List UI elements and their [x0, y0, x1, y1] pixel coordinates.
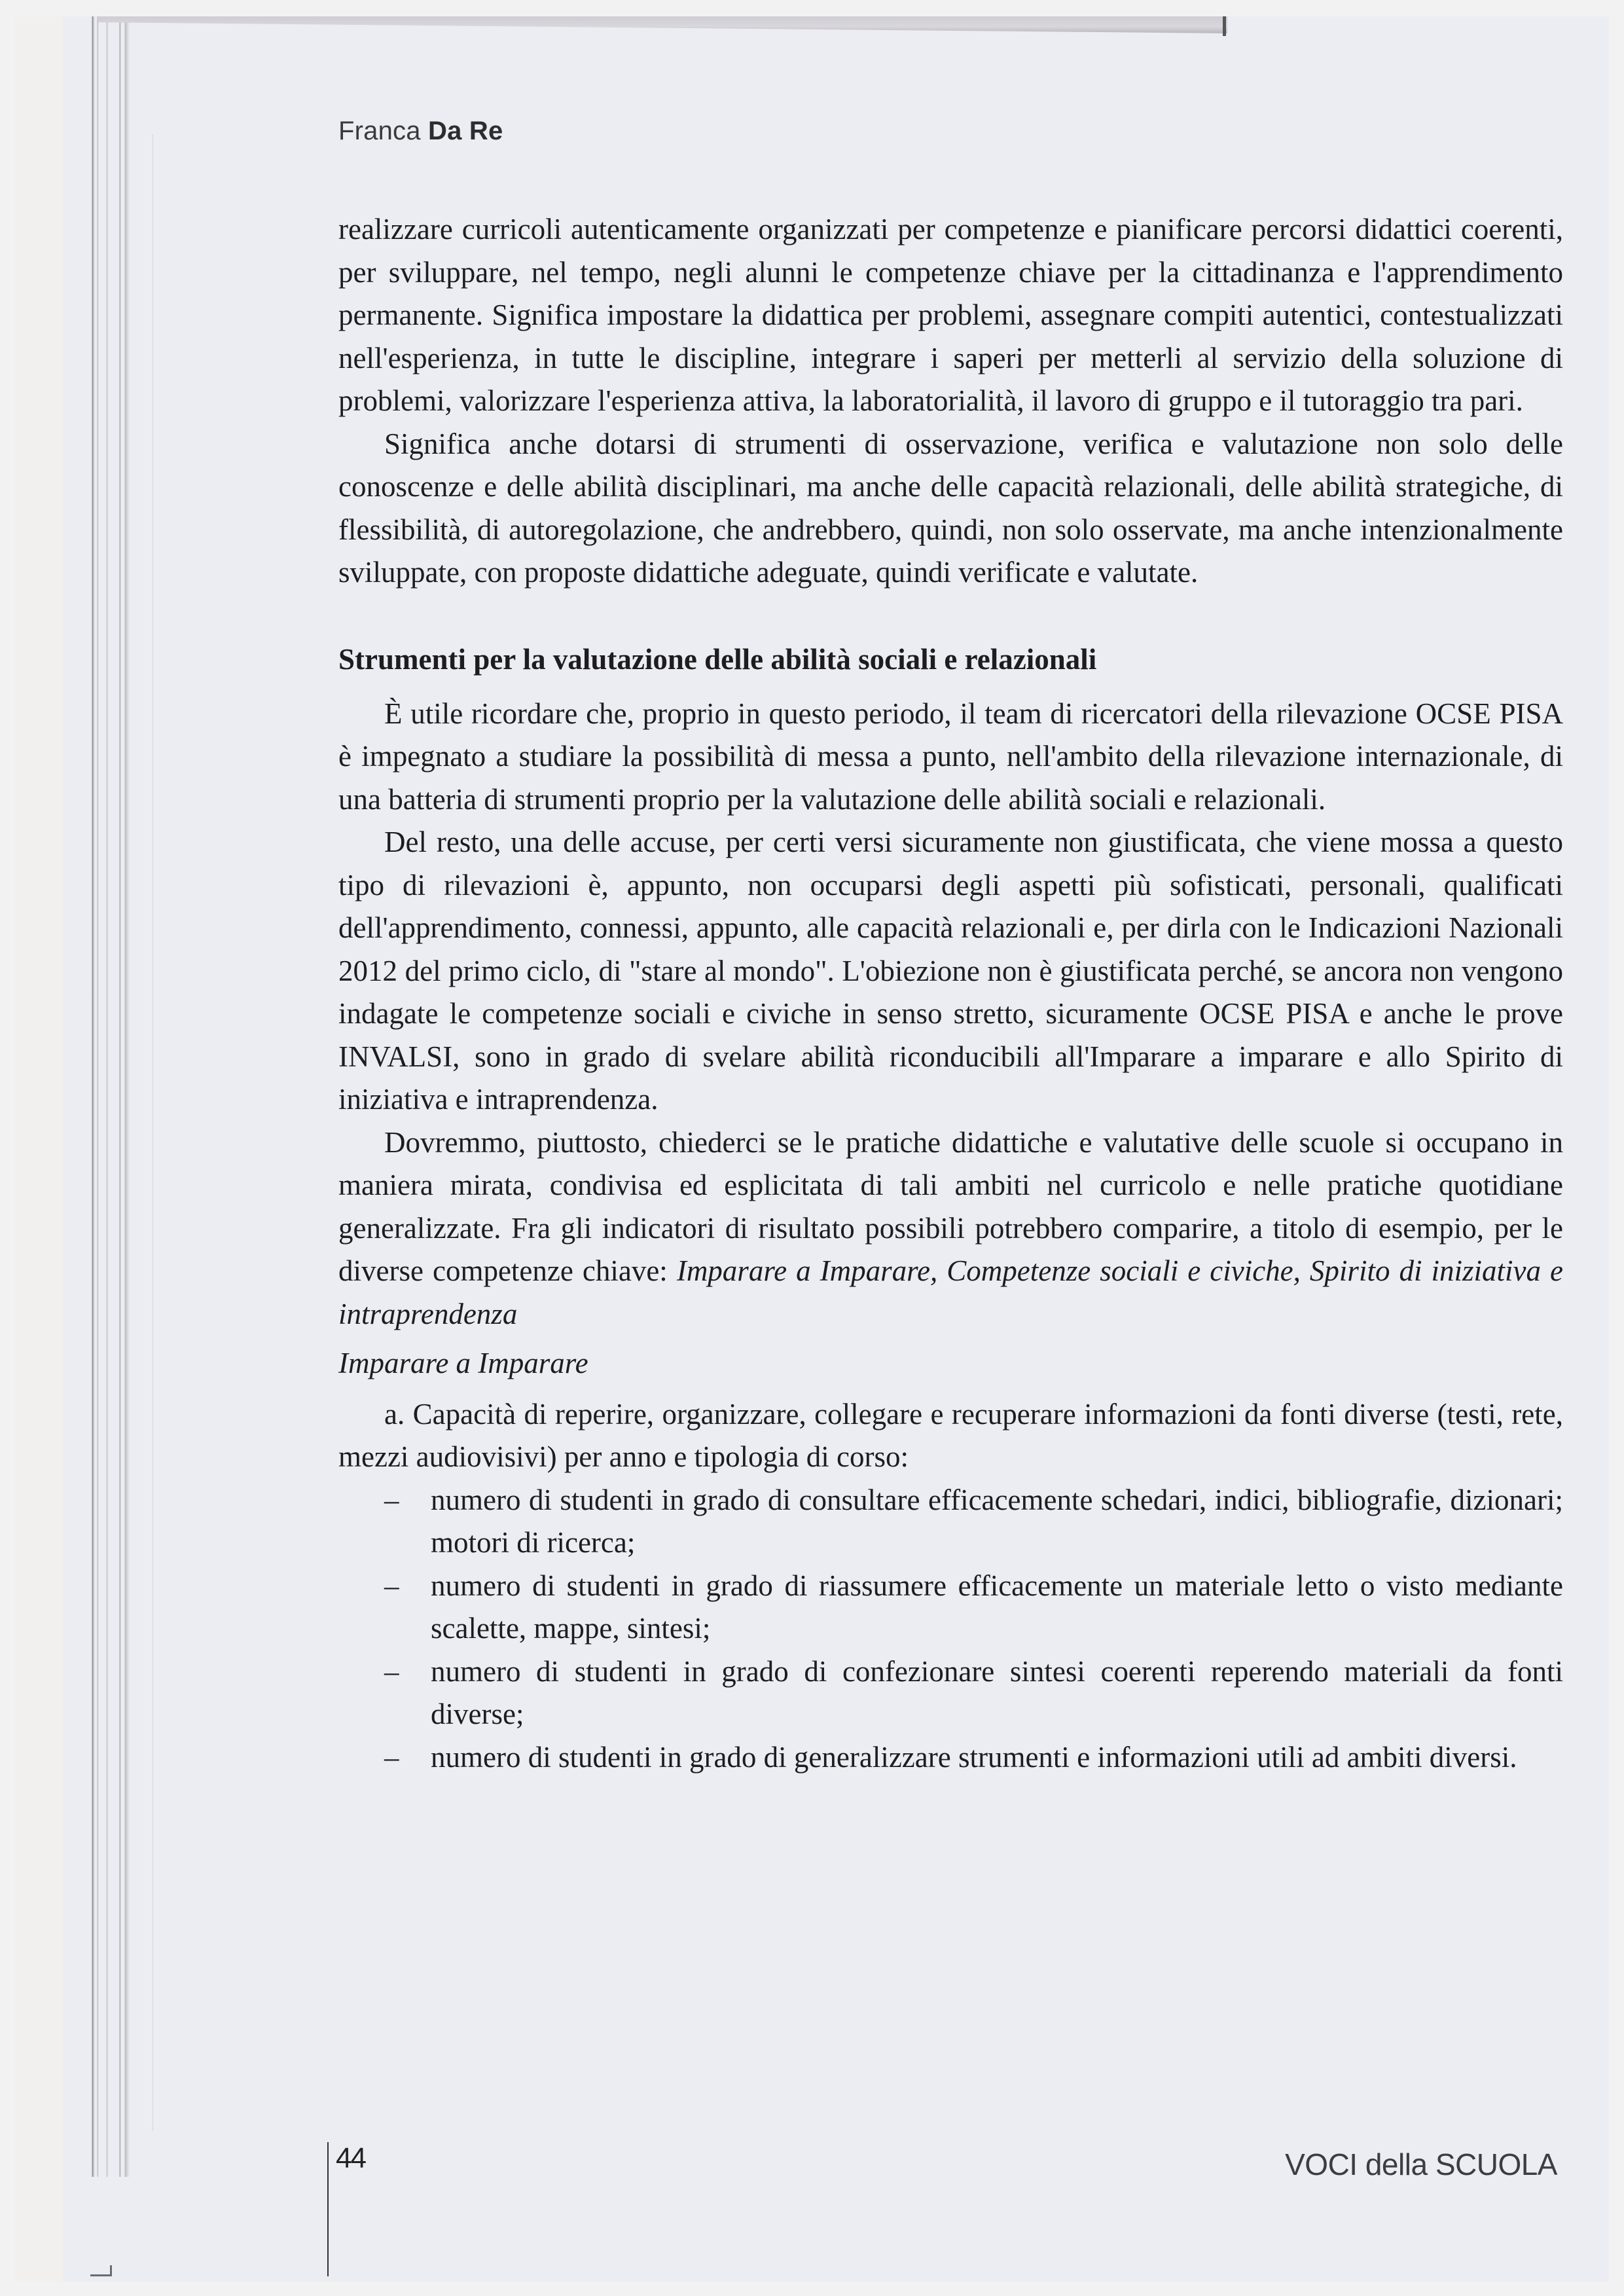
author-first-name: Franca: [338, 117, 421, 145]
list-item-text: numero di studenti in grado di generalizzare strumenti e informazioni utili ad ambiti diversi.: [431, 1740, 1517, 1774]
subheading: Imparare a Imparare: [338, 1347, 588, 1379]
binding-shadow: [92, 16, 134, 2177]
list-item: [338, 1736, 1563, 1779]
footer-rule: [327, 2142, 329, 2276]
paragraph: [338, 1121, 1563, 1336]
list-item-text: numero di studenti in grado di confezionare sintesi coerenti reperendo materiali da fonti diverse;: [431, 1654, 1563, 1730]
list-intro-item-a: a. Capacità di reperire, organizzare, collegare e recuperare informazioni da fonti diverse (testi, rete, mezzi audiovisivi) per anno e tipologia di corso:: [338, 1397, 1563, 1473]
section-heading: Strumenti per la valutazione delle abilità sociali e relazionali: [338, 642, 1097, 676]
dash-bullet-icon: –: [384, 1654, 399, 1688]
list-item-text: numero di studenti in grado di riassumere efficacemente un materiale letto o visto mediante scalette, mappe, sintesi;: [431, 1569, 1563, 1645]
page-margin-edge: [14, 16, 63, 2282]
paragraph-text: Dovremmo, piuttosto, chiederci se le pratiche didattiche e valutative delle scuole si occupano in maniera mirata, condivisa ed esplicitata di tali ambiti nel curricolo e nelle pratiche quotidiane generalizzate. Fra gli indicatori di risultato possibili potrebbero comparire, a titolo di esempio, per le diverse competenze chiave:: [338, 1125, 1563, 1287]
list-item: [338, 1565, 1563, 1650]
author-last-name: Da Re: [428, 117, 503, 145]
dash-bullet-icon: –: [384, 1569, 399, 1602]
paragraph: È utile ricordare che, proprio in questo periodo, il team di ricercatori della rilevazione OCSE PISA è impegnato a studiare la possibilità di messa a punto, nell'ambito della rilevazione internazionale, di una batteria di strumenti proprio per la valutazione delle abilità sociali e relazionali.: [338, 697, 1563, 816]
indicator-list: [338, 1479, 1563, 1779]
dash-bullet-icon: –: [384, 1483, 399, 1516]
page-number: 44: [336, 2142, 365, 2174]
dash-bullet-icon: –: [384, 1740, 399, 1774]
intro-paragraph: realizzare curricoli autenticamente organizzati per competenze e pianificare percorsi didattici coerenti, per sviluppare, nel tempo, negli alunni le competenze chiave per la cittadinanza e l'apprendimento permanente. Significa impostare la didattica per problemi, assegnare compiti autentici, contestualizzati nell'esperienza, in tutte le discipline, integrare i saperi per metterli al servizio della soluzione di problemi, valorizzare l'esperienza attiva, la laboratorialità, il lavoro di gruppo e il tutoraggio tra pari.: [338, 213, 1563, 417]
journal-name: VOCI della SCUOLA: [1285, 2147, 1557, 2181]
scan-shadow-edge: [1223, 16, 1226, 36]
competences-list-italic: Imparare a Imparare, Competenze sociali e civiche, Spirito di iniziativa e intraprendenza: [338, 1254, 1563, 1330]
crop-mark: [90, 2265, 112, 2276]
list-item: [338, 1650, 1563, 1736]
paragraph: Del resto, una delle accuse, per certi versi sicuramente non giustificata, che viene mossa a questo tipo di rilevazioni è, appunto, non occuparsi degli aspetti più sofisticati, personali, qualificati dell'apprendimento, connessi, appunto, alle capacità relazionali e, per dirla con le Indicazioni Nazionali 2012 del primo ciclo, di "stare al mondo". L'obiezione non è giustificata perché, se ancora non vengono indagate le competenze sociali e civiche in senso stretto, sicuramente OCSE PISA e anche le prove INVALSI, sono in grado di svelare abilità riconducibili all'Imparare a imparare e allo Spirito di iniziativa e intraprendenza.: [338, 826, 1563, 1116]
paragraph: Significa anche dotarsi di strumenti di osservazione, verifica e valutazione non solo delle conoscenze e delle abilità disciplinari, ma anche delle capacità relazionali, delle abilità strategiche, di flessibilità, di autoregolazione, che andrebbero, quindi, non solo osservate, ma anche intenzionalmente sviluppate, con proposte didattiche adeguate, quindi verificate e valutate.: [338, 427, 1563, 589]
running-head-author: [338, 117, 503, 146]
article-body: [338, 208, 1563, 1779]
list-item: [338, 1479, 1563, 1565]
list-item-text: numero di studenti in grado di consultare efficacemente schedari, indici, bibliografie, dizionari; motori di ricerca;: [431, 1483, 1563, 1559]
